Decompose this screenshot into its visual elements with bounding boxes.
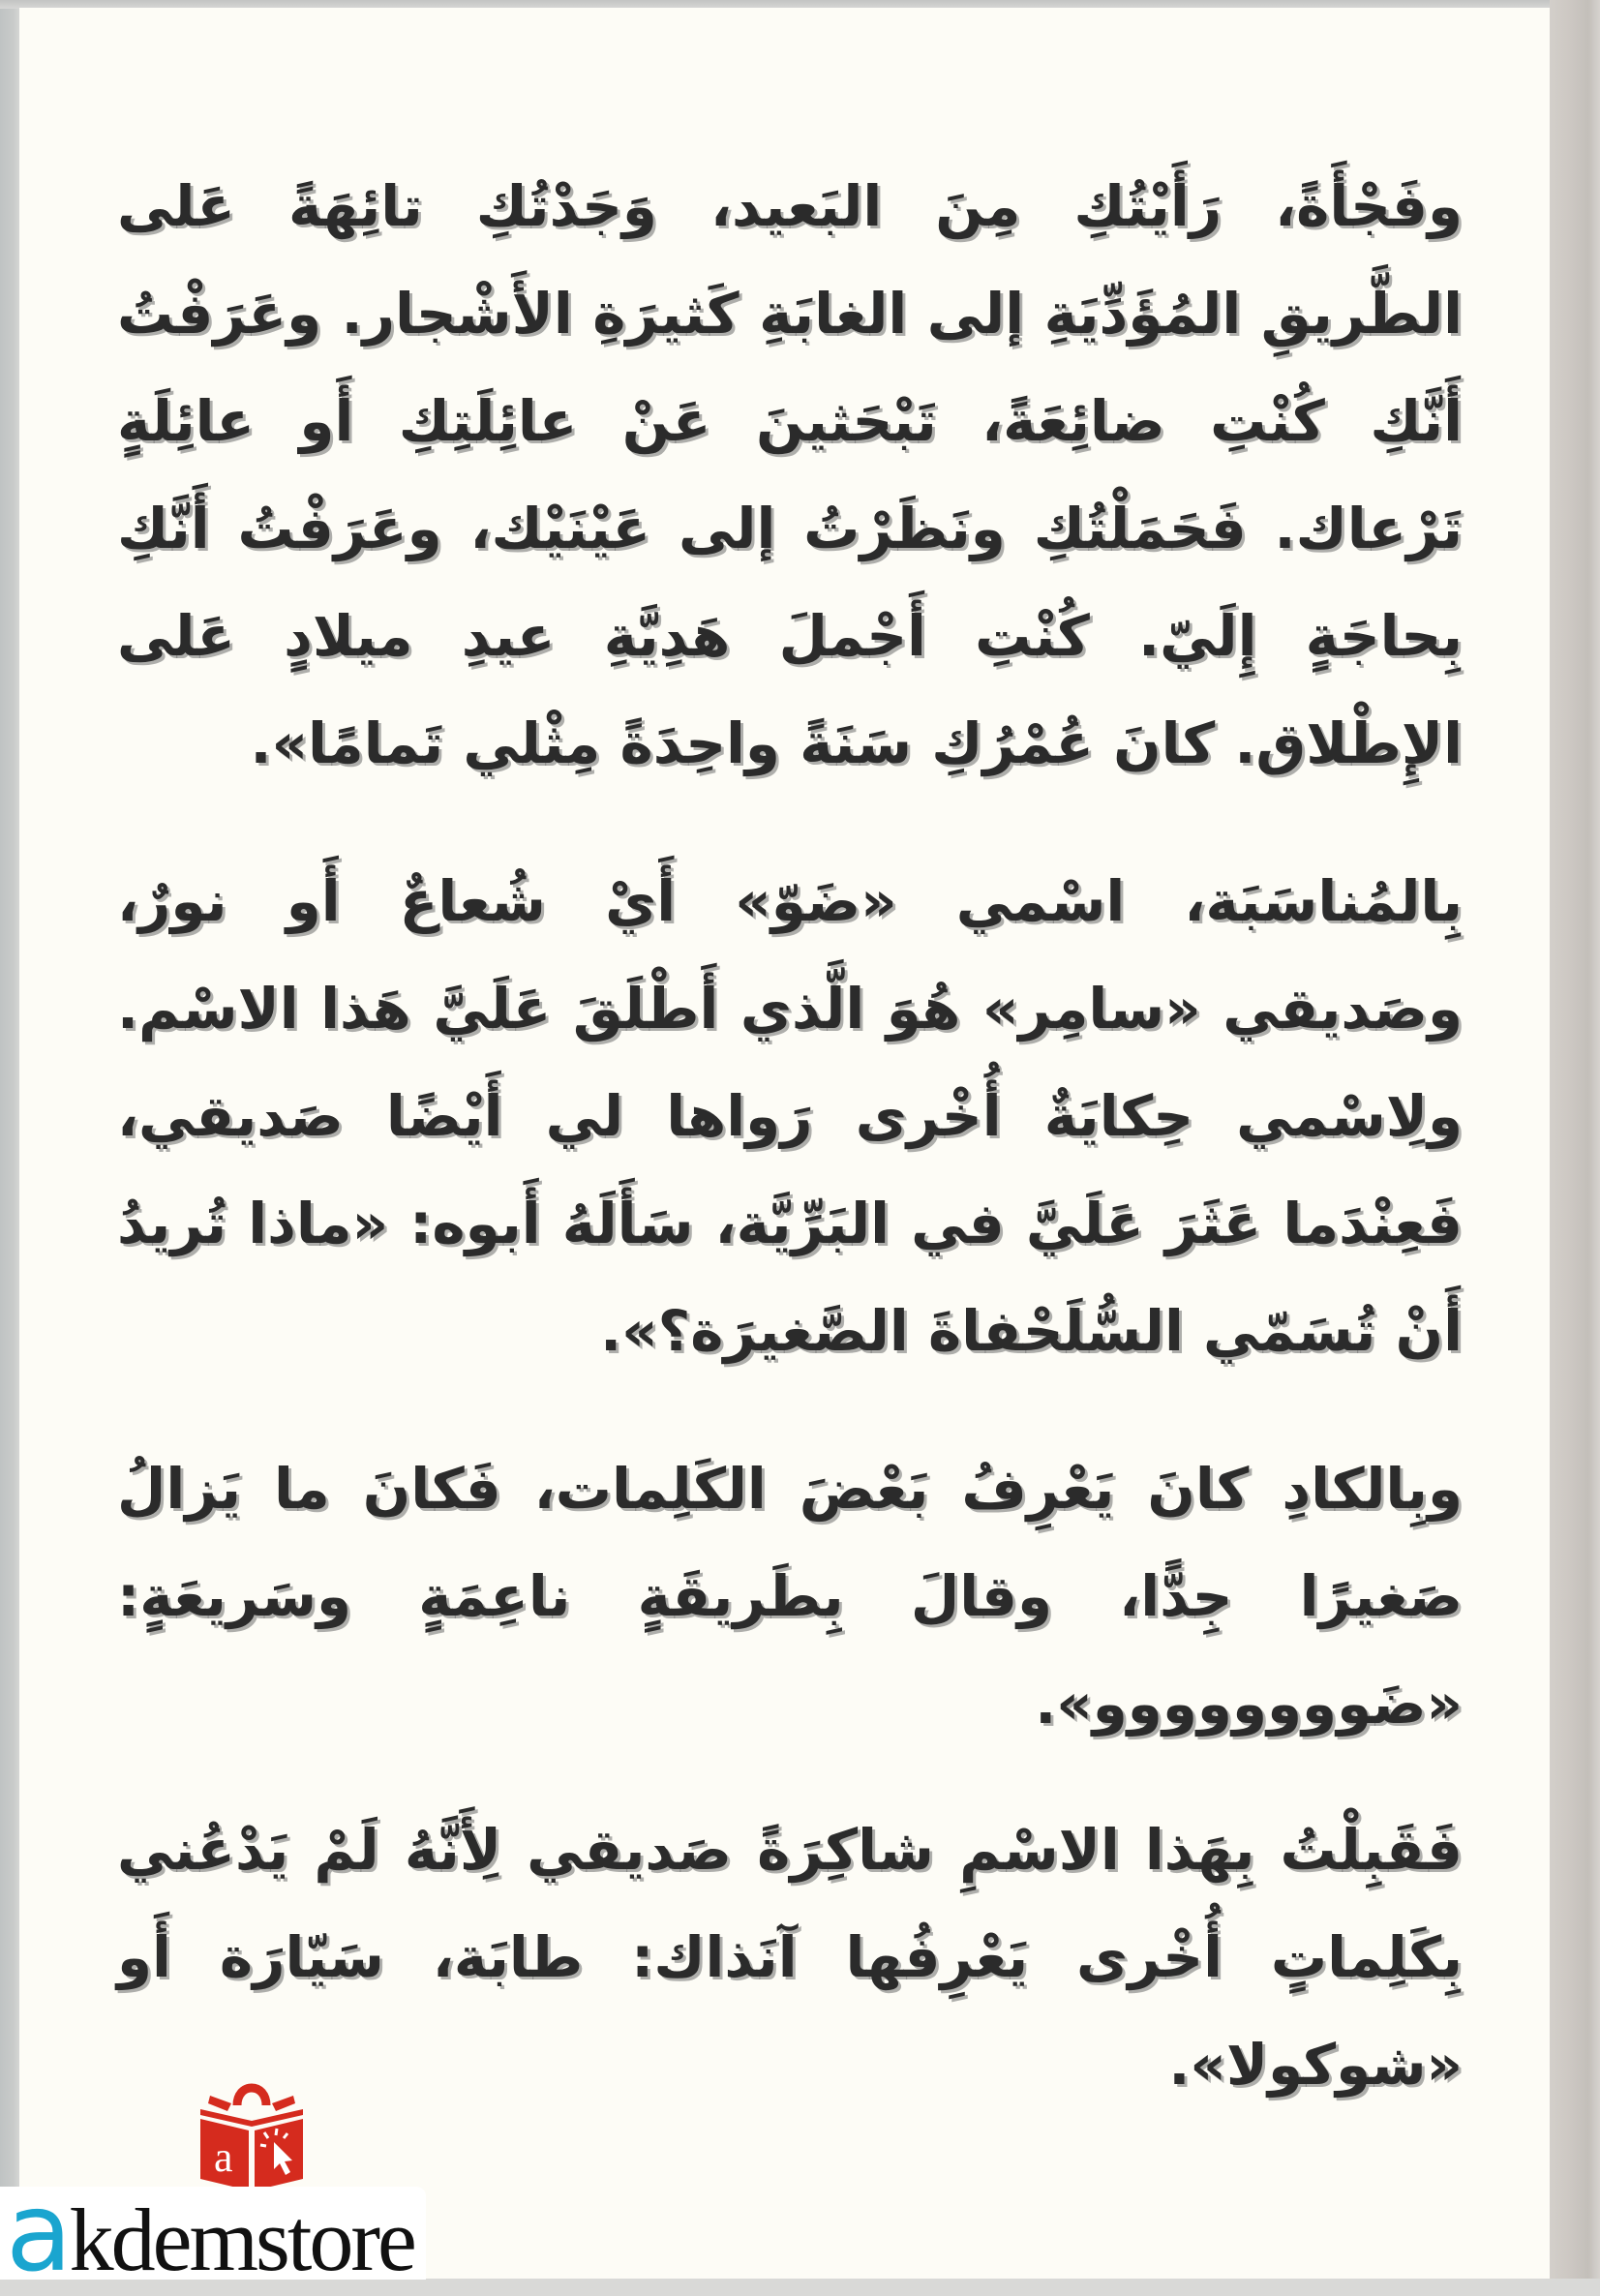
paragraph-2: بِالمُناسَبَة، اسْمي «ضَوّ» أَيْ شُعاعٌ أَو نورٌ، وصَديقي «سامِر» هُوَ الَّذي أَطْلَقَ عَلَيَّ هَذا الاسْم. ولِاسْمي حِكايَةٌ أُخْرى رَواها لي أَيْضًا صَديقي، فَعِنْدَما عَثَرَ عَلَيَّ في البَرِّيَّة، سَأَلَهُ أَبوه: «ماذا تُريدُ أَنْ تُسَمّي السُّلَحْفاةَ الصَّغيرَة؟». — [117, 868, 1463, 1364]
svg-text:a: a — [214, 2133, 233, 2181]
scan-right-edge — [1550, 0, 1600, 2279]
akdemstore-logo — [0, 2074, 513, 2296]
paragraph-1: وفَجْأَةً، رَأَيْتُكِ مِنَ البَعيد، وَجَدْتُكِ تائِهَةً عَلى الطَّريقِ المُؤَدِّيَةِ إلى الغابَةِ كَثيرَةِ الأَشْجار. وعَرَفْتُ أَنَّكِ كُنْتِ ضائِعَةً، تَبْحَثينَ عَنْ عائِلَتِكِ أَو عائِلَةٍ تَرْعاك. فَحَمَلْتُكِ ونَظَرْتُ إلى عَيْنَيْك، وعَرَفْتُ أَنَّكِ بِحاجَةٍ إِلَيّ. كُنْتِ أَجْملَ هَدِيَّةِ عيدِ ميلادٍ عَلى الإِطْلاق. كانَ عُمْرُكِ سَنَةً واحِدَةً مِثْلي تَمامًا». — [117, 173, 1463, 776]
brand-rest: kdemstore — [69, 2190, 414, 2289]
paragraph-4: فَقَبِلْتُ بِهَذا الاسْمِ شاكِرَةً صَديقي لِأَنَّهُ لَمْ يَدْعُني بِكَلِماتٍ أُخْرى يَعْرِفُها آنَذاك: طابَة، سَيّارَة أَو «شوكولا». — [117, 1817, 1463, 2098]
brand-name — [0, 2170, 426, 2296]
brand-first-letter: a — [6, 2170, 70, 2296]
story-text — [117, 153, 1463, 2169]
book-shopping-bag-icon — [198, 2074, 305, 2192]
book-page — [19, 8, 1550, 2279]
paragraph-3: وبِالكادِ كانَ يَعْرِفُ بَعْضَ الكَلِمات، فَكانَ ما يَزالُ صَغيرًا جِدًّا، وقالَ بِطَريقَةٍ ناعِمَةٍ وسَريعَةٍ: «ضَوووووووو». — [117, 1456, 1463, 1737]
